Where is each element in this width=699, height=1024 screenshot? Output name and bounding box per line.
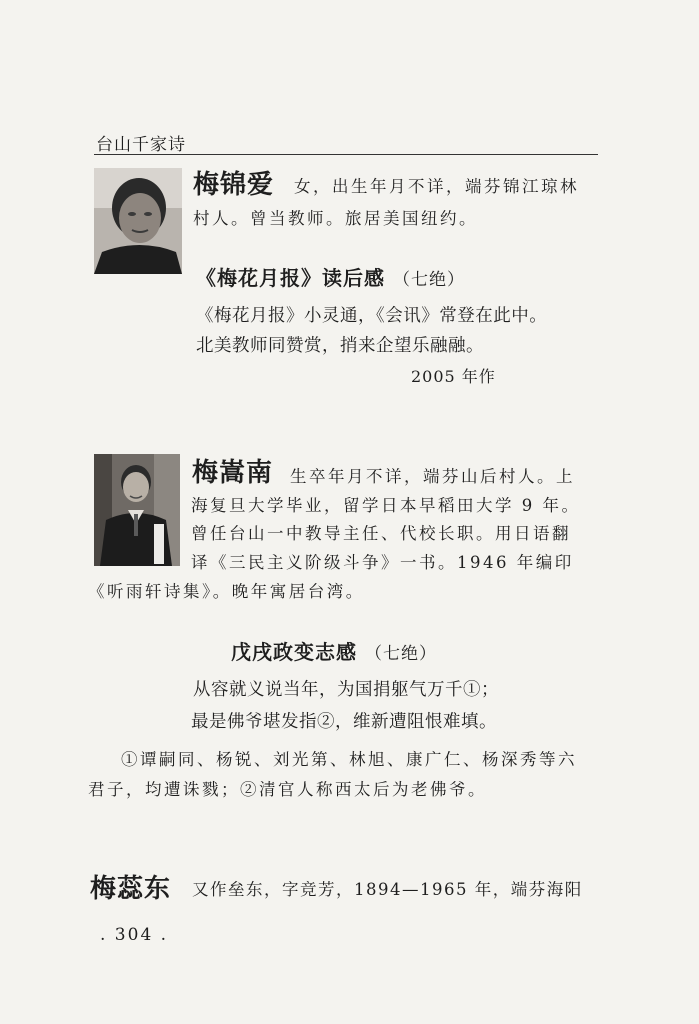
running-title: 台山千家诗	[96, 135, 186, 155]
author-bio-line: 曾任台山一中教导主任、代校长职。用日语翻	[191, 524, 571, 543]
poem-line: 北美教师同赞赏，捎来企望乐融融。	[196, 336, 484, 356]
author-name: 梅嵩南	[192, 458, 274, 488]
author-bio-line: 译《三民主义阶级斗争》一书。1946 年编印	[191, 553, 574, 572]
poem-title-text: 《梅花月报》读后感	[196, 266, 385, 290]
poem-title-text: 戊戌政变志感	[231, 640, 357, 664]
author-name: 梅蕊东	[90, 874, 172, 904]
page-number: . 304 .	[100, 925, 169, 945]
poem-date: 2005 年作	[411, 367, 496, 386]
author-bio-line: 生卒年月不详，端芬山后村人。上	[290, 467, 575, 486]
poem-title	[196, 262, 465, 291]
author-bio-line: 又作垒东，字竞芳，1894—1965 年，端芬海阳	[192, 880, 583, 899]
footnote-line: ①谭嗣同、杨锐、刘光第、林旭、康广仁、杨深秀等六	[121, 750, 577, 769]
poem-form: （七绝）	[393, 270, 465, 290]
author-name: 梅锦爱	[193, 170, 275, 200]
author-bio-line: 海复旦大学毕业，留学日本早稻田大学 9 年。	[191, 496, 581, 515]
portrait-photo	[94, 168, 182, 274]
poem-title	[231, 636, 437, 665]
author-bio-line: 女，出生年月不详，端芬锦江琼林	[294, 177, 579, 196]
poem-line: 最是佛爷堪发指②，维新遭阻恨难填。	[191, 712, 497, 732]
poem-line: 《梅花月报》小灵通，《会讯》常登在此中。	[196, 306, 548, 326]
poem-line: 从容就义说当年，为国捐躯气万千①；	[193, 680, 499, 700]
author-bio-line: 村人。曾当教师。旅居美国纽约。	[193, 209, 478, 228]
footnote-line: 君子，均遭诛戮；②清官人称西太后为老佛爷。	[88, 780, 487, 799]
poem-form: （七绝）	[365, 644, 437, 664]
author-bio-line: 《听雨轩诗集》。晚年寓居台湾。	[88, 582, 365, 601]
header-rule	[94, 154, 598, 155]
portrait-photo	[94, 454, 180, 566]
